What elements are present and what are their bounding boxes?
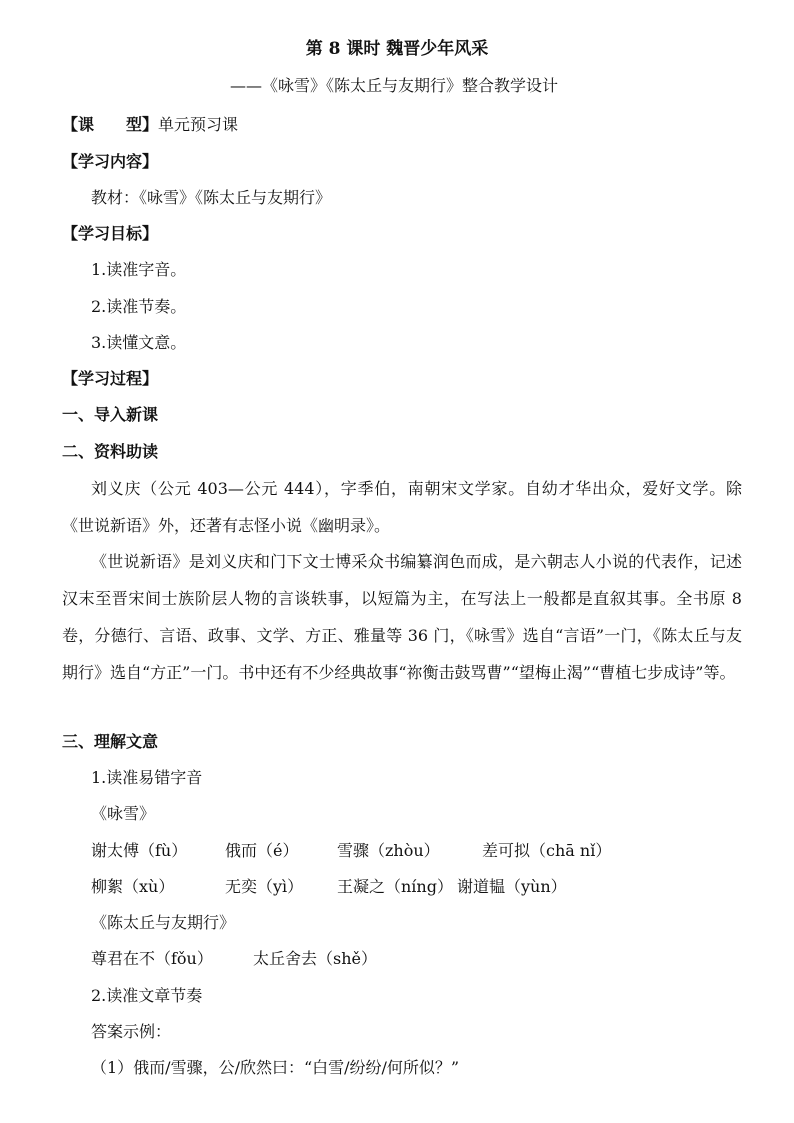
subheading-pronunciation: 1.读准易错字音: [91, 768, 203, 787]
section-heading-2: 二、资料助读: [62, 442, 159, 461]
text-title-chentaiqiu: 《陈太丘与友期行》: [91, 913, 236, 932]
goals-heading: 【学习目标】: [62, 224, 159, 243]
pronunciation-item: 差可拟（chā nǐ）: [482, 841, 612, 860]
pronunciation-item: 柳絮（xù）: [91, 877, 175, 896]
course-type-value: 单元预习课: [158, 115, 239, 134]
pronunciation-item: 太丘舍去（shě）: [253, 949, 377, 968]
pronunciation-item: 无奕（yì）: [225, 877, 304, 896]
pronunciation-row-1: [91, 840, 611, 862]
pronunciation-item: 谢道韫（yùn）: [457, 877, 567, 896]
text-title-yongxue: 《咏雪》: [91, 804, 156, 823]
pronunciation-item: 尊君在不（fǒu）: [91, 949, 213, 968]
process-heading: 【学习过程】: [62, 369, 159, 388]
subheading-rhythm: 2.读准文章节奏: [91, 986, 203, 1005]
pronunciation-row-2: [91, 876, 567, 898]
answer-example-1: （1）俄而/雪骤，公/欣然曰：“白雪/纷纷/何所似？”: [91, 1058, 460, 1077]
pronunciation-item: 俄而（é）: [225, 841, 299, 860]
answer-label: 答案示例：: [91, 1022, 172, 1041]
pronunciation-item: 雪骤（zhòu）: [337, 841, 440, 860]
course-type-label: 【课 型】: [62, 115, 159, 134]
pronunciation-item: 王凝之（níng）: [337, 877, 453, 896]
page-title: 第 8 课时 魏晋少年风采: [305, 39, 489, 59]
goal-item-1: 1.读准字音。: [91, 260, 187, 279]
goal-item-3: 3.读懂文意。: [91, 333, 187, 352]
section-heading-3: 三、理解文意: [62, 732, 159, 751]
pronunciation-row-3: [91, 948, 377, 970]
content-text: 教材：《咏雪》《陈太丘与友期行》: [91, 188, 332, 207]
course-type-row: [62, 114, 238, 136]
content-heading: 【学习内容】: [62, 152, 159, 171]
pronunciation-item: 谢太傅（fù）: [91, 841, 188, 860]
paragraph-author: 刘义庆（公元 403—公元 444），字季伯，南朝宋文学家。自幼才华出众，爱好文学。除《世说新语》外，还著有志怪小说《幽明录》。: [62, 479, 742, 535]
section-heading-1: 一、导入新课: [62, 405, 159, 424]
page-subtitle: ——《咏雪》《陈太丘与友期行》整合教学设计: [230, 76, 559, 95]
goal-item-2: 2.读准节奏。: [91, 297, 187, 316]
paragraph-book: 《世说新语》是刘义庆和门下文士博采众书编纂润色而成，是六朝志人小说的代表作，记述汉末至晋宋间士族阶层人物的言谈轶事，以短篇为主，在写法上一般都是直叙其事。全书原 8 卷，分德行、言语、政事、文学、方正、雅量等 36 门，《咏雪》选自“言语”一门，《陈太丘与友期行》选自“方正”一门。书中还有不少经典故事“祢衡击鼓骂曹”“望梅止渴”“曹植七步成诗”等。: [62, 552, 742, 682]
